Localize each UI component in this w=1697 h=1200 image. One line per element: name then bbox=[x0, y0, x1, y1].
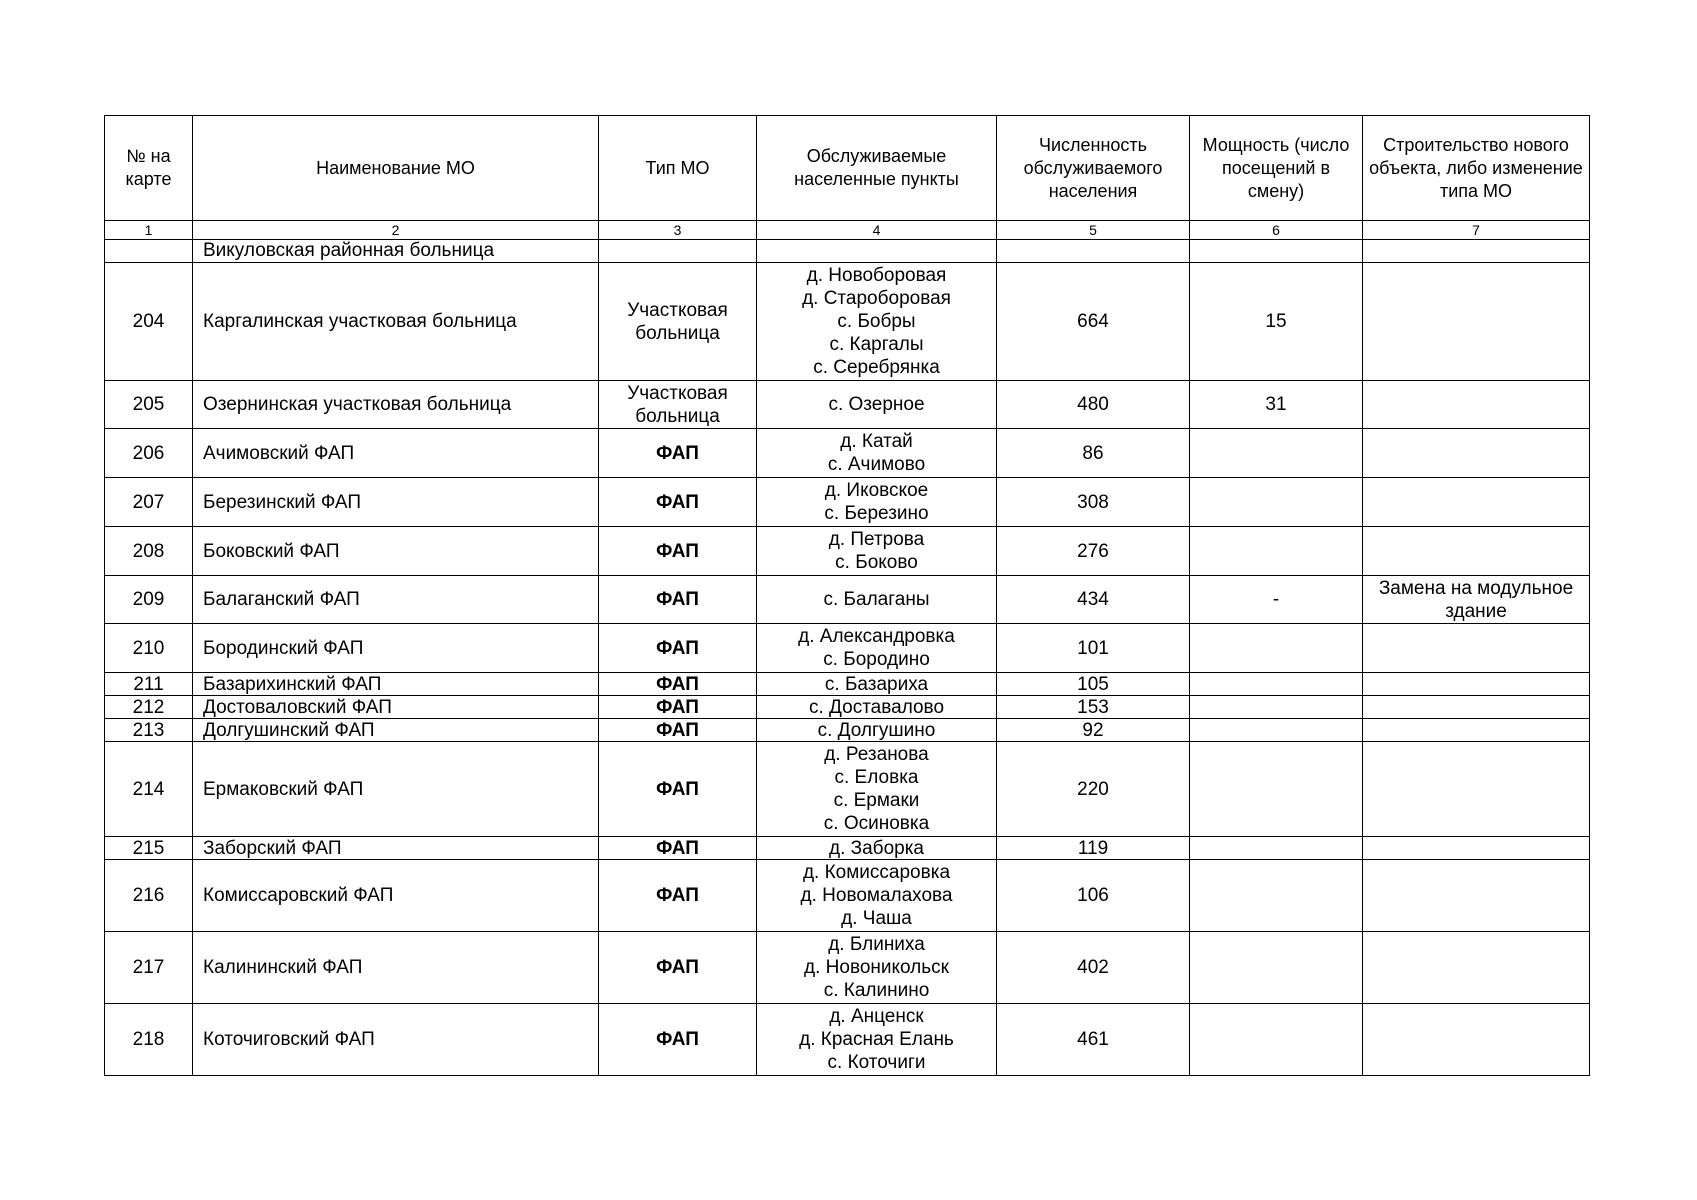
map-number-cell: 209 bbox=[105, 576, 193, 624]
population-cell: 434 bbox=[997, 576, 1190, 624]
settlement-name: д. Новоникольск bbox=[804, 957, 949, 978]
construction-cell bbox=[1363, 381, 1590, 429]
construction-cell bbox=[1363, 478, 1590, 527]
settlement-name: с. Долгушино bbox=[817, 719, 936, 741]
mo-type-cell: ФАП bbox=[599, 478, 757, 527]
header-map-number: № на карте bbox=[105, 116, 193, 221]
construction-cell bbox=[1363, 837, 1590, 860]
settlement-name: д. Иковское bbox=[824, 480, 929, 501]
construction-cell bbox=[1363, 742, 1590, 837]
mo-type-cell: ФАП bbox=[599, 837, 757, 860]
map-number-cell: 214 bbox=[105, 742, 193, 837]
settlements-cell bbox=[757, 527, 997, 576]
column-number-row bbox=[105, 221, 1590, 240]
column-number: 2 bbox=[193, 221, 599, 240]
population-cell: 92 bbox=[997, 719, 1190, 742]
map-number-cell: 212 bbox=[105, 696, 193, 719]
settlements-cell bbox=[757, 742, 997, 837]
table-row bbox=[105, 576, 1590, 624]
column-number: 4 bbox=[757, 221, 997, 240]
table-row bbox=[105, 527, 1590, 576]
construction-cell bbox=[1363, 1004, 1590, 1076]
table-row bbox=[105, 624, 1590, 673]
construction-cell bbox=[1363, 860, 1590, 932]
construction-cell bbox=[1363, 932, 1590, 1004]
construction-cell bbox=[1363, 673, 1590, 696]
table-row bbox=[105, 860, 1590, 932]
capacity-cell: 15 bbox=[1190, 263, 1363, 381]
capacity-cell bbox=[1190, 860, 1363, 932]
mo-name-cell: Ермаковский ФАП bbox=[193, 742, 599, 837]
settlements-cell bbox=[757, 696, 997, 719]
table-row bbox=[105, 263, 1590, 381]
map-number-cell: 210 bbox=[105, 624, 193, 673]
map-number-cell: 213 bbox=[105, 719, 193, 742]
mo-type-cell: ФАП bbox=[599, 624, 757, 673]
capacity-cell: - bbox=[1190, 576, 1363, 624]
map-number-cell: 205 bbox=[105, 381, 193, 429]
column-number: 3 bbox=[599, 221, 757, 240]
mo-name-cell: Базарихинский ФАП bbox=[193, 673, 599, 696]
settlement-name: д. Староборовая bbox=[802, 288, 951, 309]
group-empty-cell bbox=[757, 240, 997, 263]
group-number-cell bbox=[105, 240, 193, 263]
table-row bbox=[105, 478, 1590, 527]
population-cell: 86 bbox=[997, 429, 1190, 478]
settlement-name: с. Калинино bbox=[823, 980, 930, 1001]
construction-cell bbox=[1363, 624, 1590, 673]
settlements-cell bbox=[757, 263, 997, 381]
mo-type-cell: ФАП bbox=[599, 576, 757, 624]
group-empty-cell bbox=[599, 240, 757, 263]
construction-cell bbox=[1363, 527, 1590, 576]
table-row bbox=[105, 1004, 1590, 1076]
capacity-cell bbox=[1190, 673, 1363, 696]
table-row bbox=[105, 837, 1590, 860]
mo-type-cell: ФАП bbox=[599, 932, 757, 1004]
table-row bbox=[105, 673, 1590, 696]
settlements-cell bbox=[757, 1004, 997, 1076]
settlements-cell bbox=[757, 932, 997, 1004]
population-cell: 119 bbox=[997, 837, 1190, 860]
settlement-name: д. Катай bbox=[840, 431, 913, 452]
map-number-cell: 218 bbox=[105, 1004, 193, 1076]
mo-name-cell: Комиссаровский ФАП bbox=[193, 860, 599, 932]
mo-name-cell: Калининский ФАП bbox=[193, 932, 599, 1004]
settlement-name: с. Озерное bbox=[828, 394, 925, 415]
mo-type-cell: ФАП bbox=[599, 527, 757, 576]
mo-name-cell: Достоваловский ФАП bbox=[193, 696, 599, 719]
capacity-cell bbox=[1190, 719, 1363, 742]
medical-organizations-table bbox=[104, 115, 1590, 1076]
construction-cell bbox=[1363, 696, 1590, 719]
map-number-cell: 215 bbox=[105, 837, 193, 860]
settlement-name: д. Новомалахова bbox=[800, 885, 953, 906]
population-cell: 101 bbox=[997, 624, 1190, 673]
mo-type-cell: Участковая больница bbox=[599, 263, 757, 381]
settlement-name: с. Балаганы bbox=[823, 589, 930, 610]
mo-name-cell: Коточиговский ФАП bbox=[193, 1004, 599, 1076]
mo-type-cell: Участковая больница bbox=[599, 381, 757, 429]
population-cell: 402 bbox=[997, 932, 1190, 1004]
capacity-cell bbox=[1190, 527, 1363, 576]
mo-type-cell: ФАП bbox=[599, 429, 757, 478]
settlement-name: с. Каргалы bbox=[829, 334, 924, 355]
population-cell: 664 bbox=[997, 263, 1190, 381]
capacity-cell bbox=[1190, 837, 1363, 860]
construction-cell bbox=[1363, 719, 1590, 742]
map-number-cell: 211 bbox=[105, 673, 193, 696]
population-cell: 106 bbox=[997, 860, 1190, 932]
group-empty-cell bbox=[1190, 240, 1363, 263]
column-number: 5 bbox=[997, 221, 1190, 240]
settlements-cell bbox=[757, 478, 997, 527]
mo-type-cell: ФАП bbox=[599, 719, 757, 742]
population-cell: 461 bbox=[997, 1004, 1190, 1076]
map-number-cell: 217 bbox=[105, 932, 193, 1004]
population-cell: 308 bbox=[997, 478, 1190, 527]
table-row bbox=[105, 932, 1590, 1004]
settlement-name: с. Бобры bbox=[837, 311, 916, 332]
capacity-cell bbox=[1190, 429, 1363, 478]
settlement-name: д. Комиссаровка bbox=[802, 862, 951, 883]
construction-cell: Замена на модульное здание bbox=[1363, 576, 1590, 624]
capacity-cell: 31 bbox=[1190, 381, 1363, 429]
header-settlements: Обслуживаемые населенные пункты bbox=[757, 116, 997, 221]
population-cell: 153 bbox=[997, 696, 1190, 719]
settlement-name: д. Чаша bbox=[841, 908, 912, 929]
mo-name-cell: Боковский ФАП bbox=[193, 527, 599, 576]
mo-name-cell: Заборский ФАП bbox=[193, 837, 599, 860]
group-name: Викуловская районная больница bbox=[193, 240, 599, 263]
settlement-name: с. Ермаки bbox=[833, 790, 920, 811]
column-number: 6 bbox=[1190, 221, 1363, 240]
table-row bbox=[105, 719, 1590, 742]
settlement-name: д. Заборка bbox=[829, 837, 924, 859]
population-cell: 480 bbox=[997, 381, 1190, 429]
settlement-name: д. Красная Елань bbox=[799, 1029, 954, 1050]
settlement-name: д. Петрова bbox=[828, 529, 925, 550]
header-mo-name: Наименование МО bbox=[193, 116, 599, 221]
settlement-name: с. Коточиги bbox=[827, 1052, 926, 1073]
capacity-cell bbox=[1190, 696, 1363, 719]
column-number: 1 bbox=[105, 221, 193, 240]
map-number-cell: 206 bbox=[105, 429, 193, 478]
population-cell: 220 bbox=[997, 742, 1190, 837]
settlements-cell bbox=[757, 576, 997, 624]
header-row bbox=[105, 116, 1590, 221]
settlement-name: с. Осиновка bbox=[823, 813, 930, 834]
table-row bbox=[105, 696, 1590, 719]
mo-type-cell: ФАП bbox=[599, 696, 757, 719]
group-empty-cell bbox=[1363, 240, 1590, 263]
mo-type-cell: ФАП bbox=[599, 742, 757, 837]
header-population: Численность обслуживаемого населения bbox=[997, 116, 1190, 221]
settlement-name: д. Анценск bbox=[829, 1006, 924, 1027]
mo-name-cell: Озернинская участковая больница bbox=[193, 381, 599, 429]
population-cell: 105 bbox=[997, 673, 1190, 696]
capacity-cell bbox=[1190, 478, 1363, 527]
settlement-name: с. Базариха bbox=[824, 673, 929, 695]
settlements-cell bbox=[757, 381, 997, 429]
capacity-cell bbox=[1190, 624, 1363, 673]
map-number-cell: 207 bbox=[105, 478, 193, 527]
map-number-cell: 208 bbox=[105, 527, 193, 576]
capacity-cell bbox=[1190, 742, 1363, 837]
settlement-name: с. Ачимово bbox=[827, 454, 926, 475]
mo-type-cell: ФАП bbox=[599, 860, 757, 932]
settlement-name: с. Березино bbox=[824, 503, 929, 524]
group-empty-cell bbox=[997, 240, 1190, 263]
mo-name-cell: Бородинский ФАП bbox=[193, 624, 599, 673]
settlements-cell bbox=[757, 429, 997, 478]
column-number: 7 bbox=[1363, 221, 1590, 240]
capacity-cell bbox=[1190, 932, 1363, 1004]
settlement-name: д. Резанова bbox=[824, 744, 929, 765]
construction-cell bbox=[1363, 429, 1590, 478]
settlement-name: с. Еловка bbox=[834, 767, 919, 788]
header-capacity: Мощность (число посещений в смену) bbox=[1190, 116, 1363, 221]
settlements-cell bbox=[757, 719, 997, 742]
population-cell: 276 bbox=[997, 527, 1190, 576]
header-mo-type: Тип МО bbox=[599, 116, 757, 221]
group-row bbox=[105, 240, 1590, 263]
settlement-name: с. Боково bbox=[835, 552, 918, 573]
settlement-name: с. Бородино bbox=[823, 649, 930, 670]
settlement-name: с. Серебрянка bbox=[813, 357, 940, 378]
mo-name-cell: Березинский ФАП bbox=[193, 478, 599, 527]
settlements-cell bbox=[757, 860, 997, 932]
mo-name-cell: Долгушинский ФАП bbox=[193, 719, 599, 742]
header-construction: Строительство нового объекта, либо изменение типа МО bbox=[1363, 116, 1590, 221]
document-page bbox=[104, 115, 1589, 1076]
settlements-cell bbox=[757, 624, 997, 673]
table-row bbox=[105, 429, 1590, 478]
construction-cell bbox=[1363, 263, 1590, 381]
settlement-name: с. Доставалово bbox=[808, 696, 945, 718]
capacity-cell bbox=[1190, 1004, 1363, 1076]
settlement-name: д. Новоборовая bbox=[806, 265, 947, 286]
mo-name-cell: Ачимовский ФАП bbox=[193, 429, 599, 478]
settlement-name: д. Александровка bbox=[798, 626, 955, 647]
settlements-cell bbox=[757, 837, 997, 860]
map-number-cell: 204 bbox=[105, 263, 193, 381]
mo-type-cell: ФАП bbox=[599, 1004, 757, 1076]
map-number-cell: 216 bbox=[105, 860, 193, 932]
mo-name-cell: Балаганский ФАП bbox=[193, 576, 599, 624]
mo-name-cell: Каргалинская участковая больница bbox=[193, 263, 599, 381]
table-row bbox=[105, 742, 1590, 837]
settlement-name: д. Блиниха bbox=[828, 934, 925, 955]
table-row bbox=[105, 381, 1590, 429]
mo-type-cell: ФАП bbox=[599, 673, 757, 696]
settlements-cell bbox=[757, 673, 997, 696]
